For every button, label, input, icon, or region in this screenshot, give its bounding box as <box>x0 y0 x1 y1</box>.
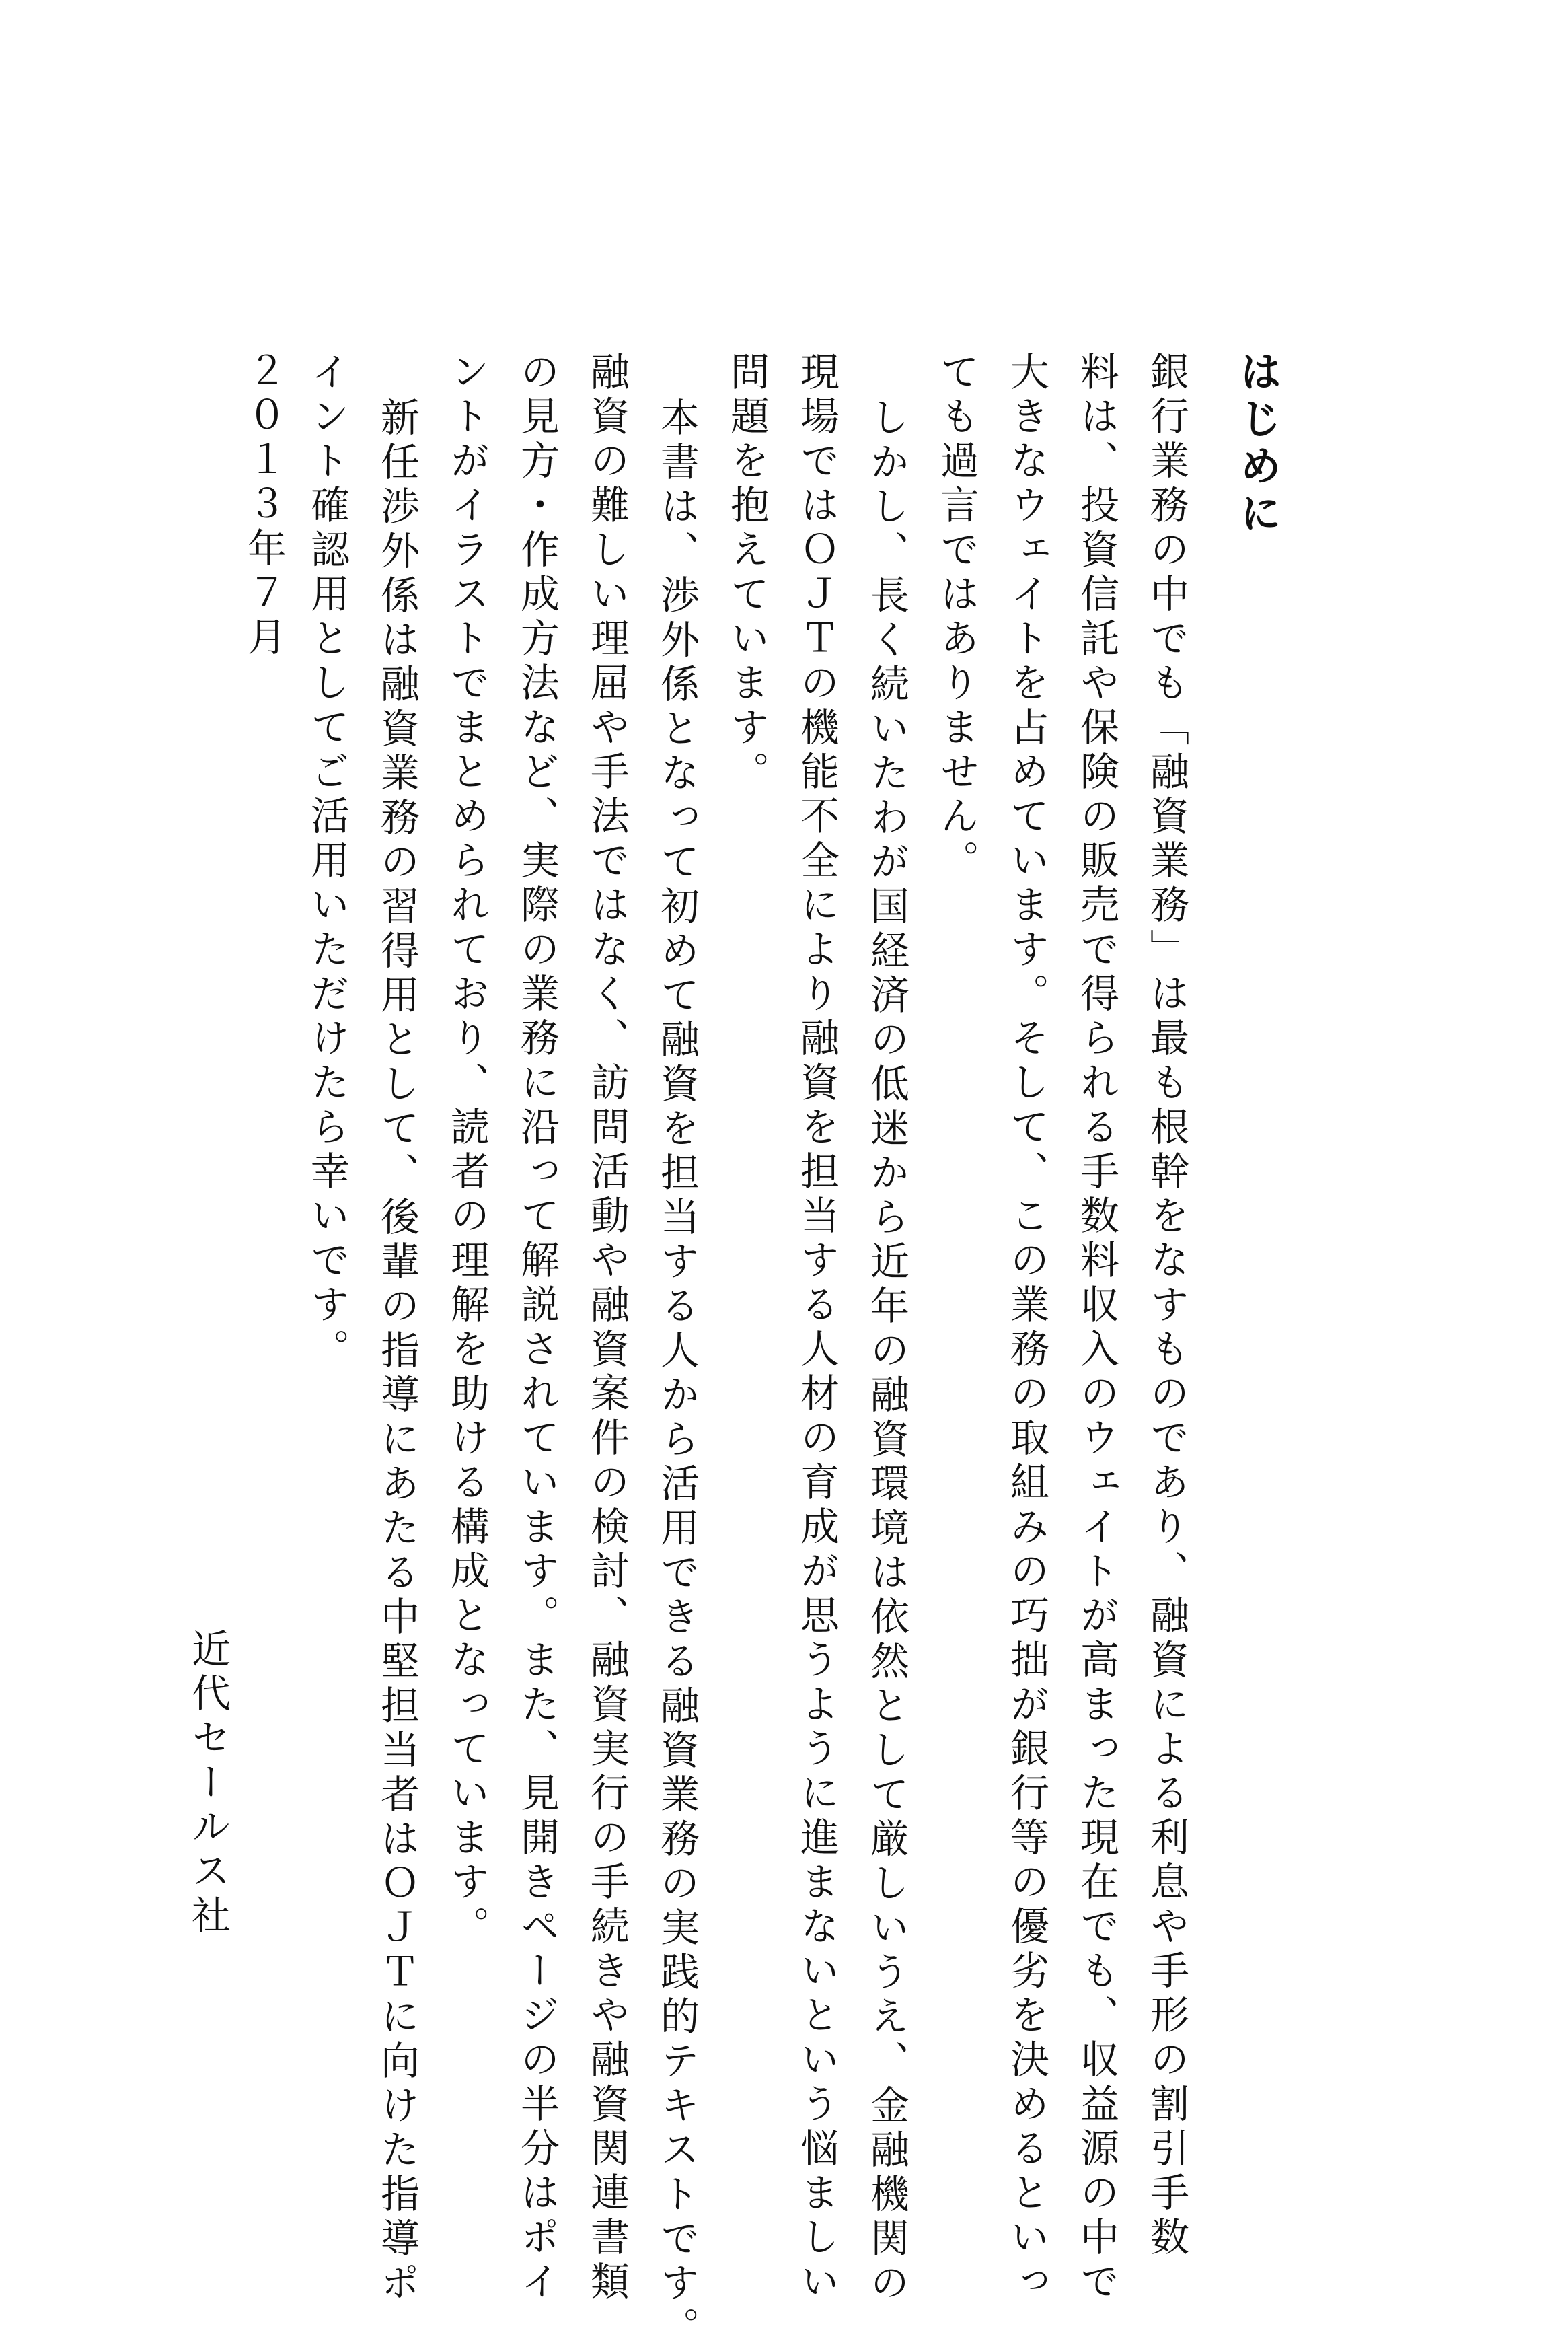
paragraph-2-line-1: しかし、長く続いたわが国経済の低迷から近年の融資環境は依然として厳しいうえ、金融機関の <box>864 397 909 2307</box>
paragraph-2-line-2: 現場ではＯＪＴの機能不全により融資を担当する人材の育成が思うように進まないという悩ましい <box>794 351 839 2305</box>
paragraph-3-line-2: 融資の難しい理屈や手法ではなく、訪問活動や融資案件の検討、融資実行の手続きや融資関連書類 <box>584 351 630 2305</box>
paragraph-1-line-1: 銀行業務の中でも「融資業務」は最も根幹をなすものであり、融資による利息や手形の割引手数 <box>1144 351 1189 2261</box>
paragraph-2-line-3: 問題を抱えています。 <box>724 351 770 795</box>
paragraph-4-line-2: イント確認用としてご活用いただけたら幸いです。 <box>304 351 350 1373</box>
paragraph-1-line-3: 大きなウェイトを占めています。そして、この業務の取組みの巧拙が銀行等の優劣を決めるといっ <box>1004 351 1049 2305</box>
publisher: 近代セールス社 <box>185 1628 231 1939</box>
paragraph-3-line-3: の見方・作成方法など、実際の業務に沿って解説されています。また、見開きページの半分はポイ <box>514 351 560 2305</box>
paragraph-1-line-2: 料は、投資信託や保険の販売で得られる手数料収入のウェイトが高まった現在でも、収益源の中で <box>1074 351 1119 2305</box>
date: ２０１３年７月 <box>241 350 287 661</box>
paragraph-4-line-1: 新任渉外係は融資業務の習得用として、後輩の指導にあたる中堅担当者はＯＪＴに向けた指導ポ <box>374 397 420 2307</box>
page-title: はじめに <box>1233 350 1282 538</box>
paragraph-1-line-4: ても過言ではありません。 <box>934 351 979 884</box>
paragraph-3-line-1: 本書は、渉外係となって初めて融資を担当する人から活用できる融資業務の実践的テキストです。 <box>654 397 700 2351</box>
paragraph-3-line-4: ントがイラストでまとめられており、読者の理解を助ける構成となっています。 <box>444 351 490 1950</box>
